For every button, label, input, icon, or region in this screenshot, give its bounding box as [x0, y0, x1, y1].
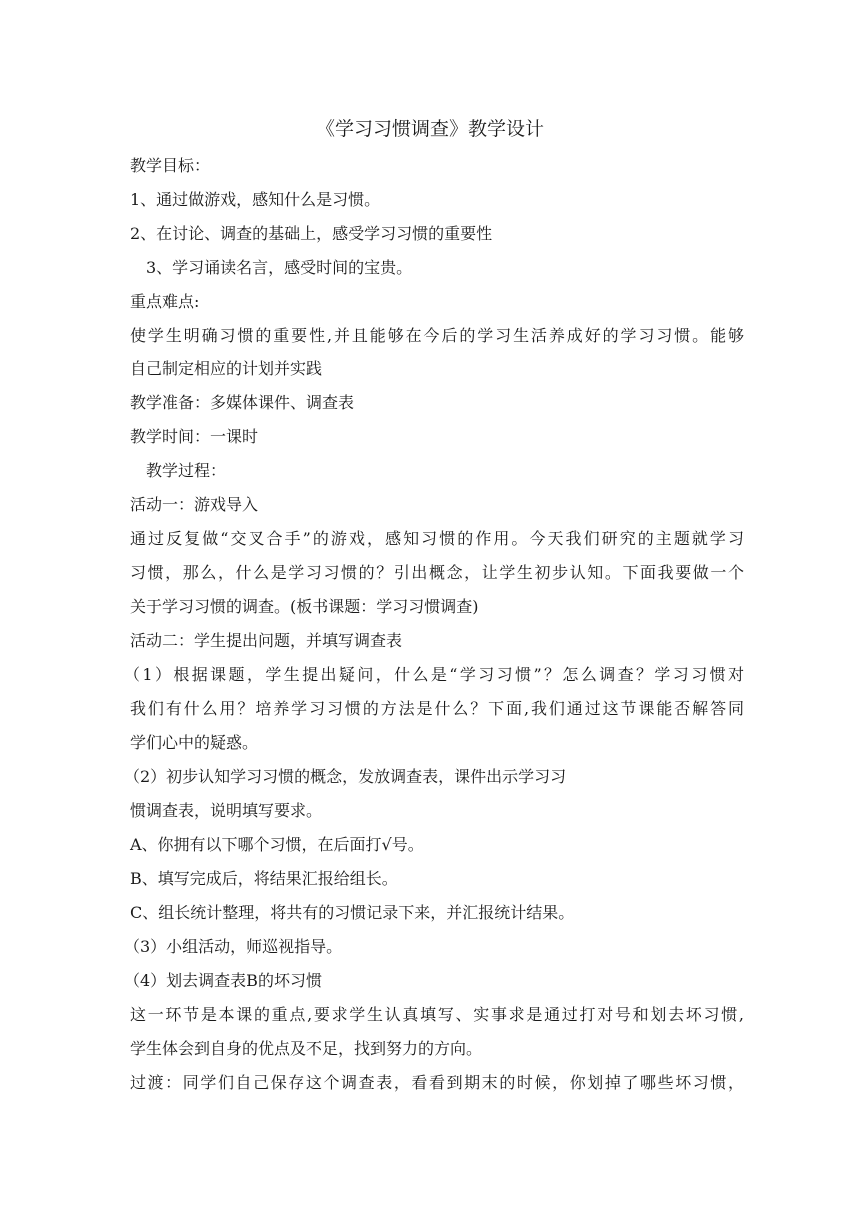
paragraph-line: 学们心中的疑惑。: [130, 733, 259, 752]
document-title: 《学习习惯调查》教学设计: [315, 118, 544, 140]
objective-3: 3、学习诵读名言，感受时间的宝贵。: [146, 258, 413, 277]
paragraph-line: 关于学习习惯的调查。(板书课题：学习习惯调查): [130, 597, 479, 616]
paragraph-line: 习惯，那么，什么是学习习惯的？引出概念，让学生初步认知。下面我要做一个: [130, 563, 744, 582]
activity-1-heading: 活动一：游戏导入: [130, 495, 259, 514]
paragraph-line: 我们有什么用？培养学习习惯的方法是什么？下面,我们通过这节课能否解答同: [130, 699, 744, 718]
paragraph-line: 自己制定相应的计划并实践: [130, 359, 323, 378]
paragraph-line: 过渡：同学们自己保存这个调查表，看看到期末的时候，你划掉了哪些坏习惯，: [130, 1073, 744, 1092]
teaching-preparation: 教学准备：多媒体课件、调查表: [130, 393, 355, 412]
paragraph-line: 惯调查表，说明填写要求。: [130, 801, 323, 820]
step-4: （4）划去调查表B的坏习惯: [124, 971, 322, 990]
heading-objectives: 教学目标：: [130, 156, 211, 175]
step-3: （3）小组活动，师巡视指导。: [124, 937, 343, 956]
paragraph-line: （1）根据课题，学生提出疑问，什么是“学习习惯”？怎么调查？学习习惯对: [124, 665, 744, 684]
teaching-time: 教学时间：一课时: [130, 427, 259, 446]
activity-2-heading: 活动二：学生提出问题，并填写调查表: [130, 631, 403, 650]
requirement-b: B、填写完成后，将结果汇报给组长。: [130, 869, 398, 888]
paragraph-line: 使学生明确习惯的重要性,并且能够在今后的学习生活养成好的学习习惯。能够: [130, 326, 744, 345]
requirement-a: A、你拥有以下哪个习惯，在后面打√号。: [130, 835, 424, 854]
paragraph-line: 通过反复做“交叉合手”的游戏，感知习惯的作用。今天我们研究的主题就学习: [130, 529, 744, 548]
objective-2: 2、在讨论、调查的基础上，感受学习习惯的重要性: [130, 224, 493, 243]
paragraph-line: （2）初步认知学习习惯的概念，发放调查表，课件出示学习习: [124, 767, 567, 786]
objective-1: 1、通过做游戏，感知什么是习惯。: [130, 190, 381, 209]
heading-key-points: 重点难点:: [130, 292, 200, 311]
requirement-c: C、组长统计整理，将共有的习惯记录下来，并汇报统计结果。: [130, 903, 575, 922]
paragraph-line: 这一环节是本课的重点,要求学生认真填写、实事求是通过打对号和划去坏习惯,: [130, 1005, 744, 1024]
heading-process: 教学过程：: [146, 461, 227, 480]
paragraph-line: 学生体会到自身的优点及不足，找到努力的方向。: [130, 1039, 483, 1058]
